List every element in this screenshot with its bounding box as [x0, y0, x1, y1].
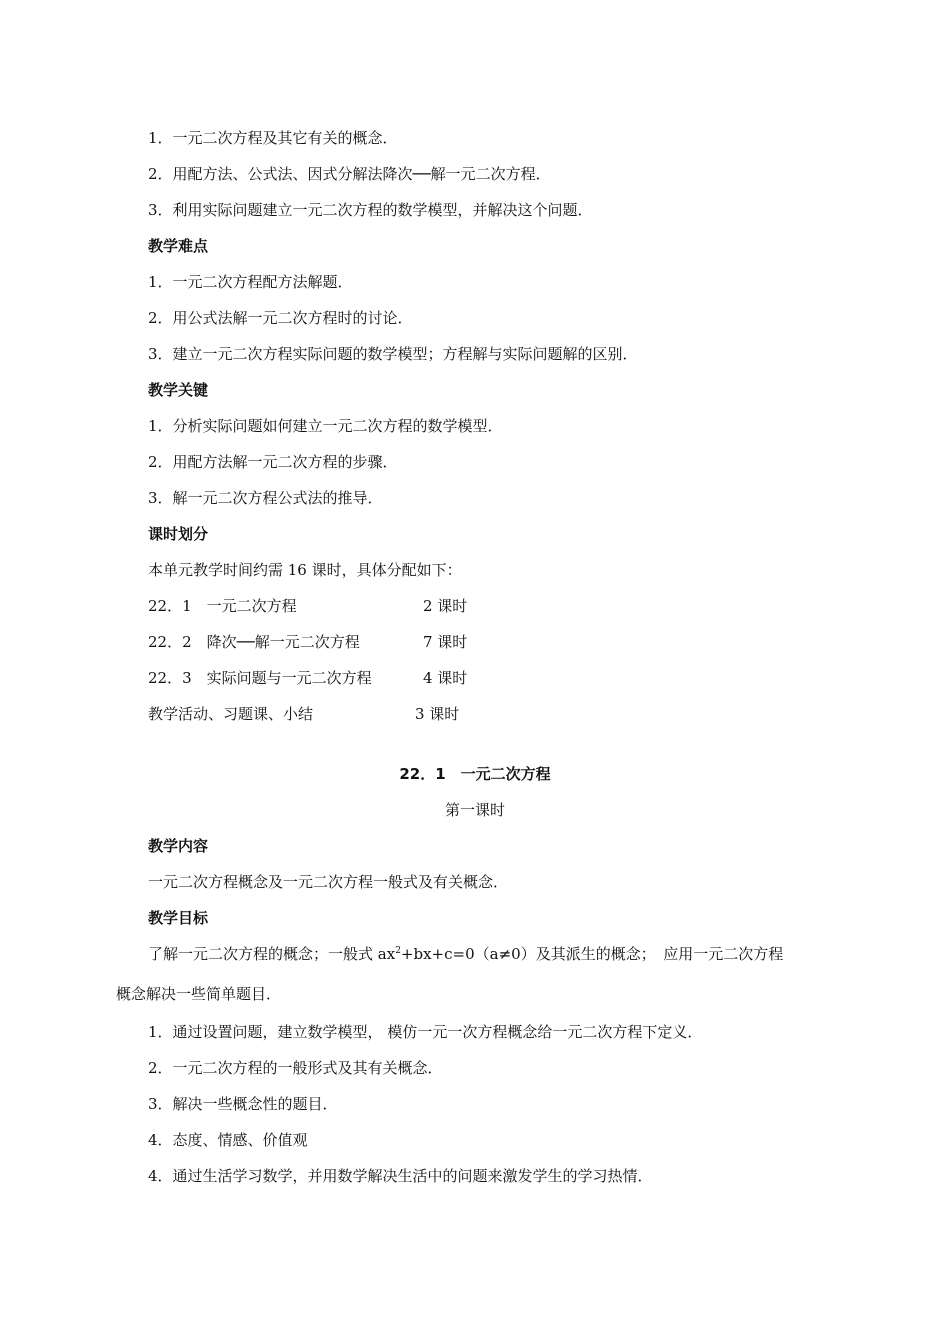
schedule-row-4-label: 教学活动、习题课、小结	[148, 705, 314, 723]
schedule-row-4-hours: 3 课时	[415, 705, 460, 723]
goals-item-4: 4．态度、情感、价值观	[148, 1131, 308, 1149]
goals-heading: 教学目标	[148, 909, 209, 927]
key-heading: 教学关键	[148, 381, 209, 399]
goals-para-text-a: 了解一元二次方程的概念；一般式 ax	[148, 945, 396, 963]
focus-item-1: 1．一元二次方程及其它有关的概念．	[148, 129, 398, 147]
goals-item-1: 1．通过设置问题，建立数学模型， 模仿一元一次方程概念给一元二次方程下定义．	[148, 1023, 703, 1041]
key-item-3: 3．解一元二次方程公式法的推导．	[148, 489, 383, 507]
goals-item-3: 3．解决一些概念性的题目．	[148, 1095, 338, 1113]
focus-item-2: 2．用配方法、公式法、因式分解法降次──解一元二次方程．	[148, 165, 551, 183]
schedule-row-1-label: 22．1 一元二次方程	[148, 597, 297, 615]
difficulty-item-3: 3．建立一元二次方程实际问题的数学模型；方程解与实际问题解的区别．	[148, 345, 638, 363]
goals-para-text-b: +bx+c=0（a≠0）及其派生的概念； 应用一元二次方程	[400, 945, 784, 963]
content-text: 一元二次方程概念及一元二次方程一般式及有关概念．	[148, 873, 509, 891]
goals-item-5: 4．通过生活学习数学，并用数学解决生活中的问题来激发学生的学习热情．	[148, 1167, 653, 1185]
difficulty-item-2: 2．用公式法解一元二次方程时的讨论．	[148, 309, 413, 327]
schedule-heading: 课时划分	[148, 525, 209, 543]
key-item-2: 2．用配方法解一元二次方程的步骤．	[148, 453, 398, 471]
difficulty-item-1: 1．一元二次方程配方法解题．	[148, 273, 353, 291]
schedule-row-2-label: 22．2 降次──解一元二次方程	[148, 633, 360, 651]
schedule-row-2-hours: 7 课时	[423, 633, 468, 651]
difficulty-heading: 教学难点	[148, 237, 209, 255]
goals-paragraph-line1	[148, 944, 783, 964]
goals-paragraph-line2: 概念解决一些简单题目．	[116, 985, 282, 1003]
schedule-row-3-label: 22．3 实际问题与一元二次方程	[148, 669, 372, 687]
goals-para-superscript: 2	[395, 946, 401, 956]
section-title: 22．1 一元二次方程	[399, 765, 551, 783]
schedule-intro: 本单元教学时间约需 16 课时，具体分配如下：	[148, 561, 462, 579]
content-heading: 教学内容	[148, 837, 209, 855]
schedule-row-1-hours: 2 课时	[423, 597, 468, 615]
schedule-row-3-hours: 4 课时	[423, 669, 468, 687]
focus-item-3: 3．利用实际问题建立一元二次方程的数学模型，并解决这个问题．	[148, 201, 593, 219]
goals-item-2: 2．一元二次方程的一般形式及其有关概念．	[148, 1059, 443, 1077]
key-item-1: 1．分析实际问题如何建立一元二次方程的数学模型．	[148, 417, 503, 435]
section-subtitle: 第一课时	[444, 801, 505, 819]
